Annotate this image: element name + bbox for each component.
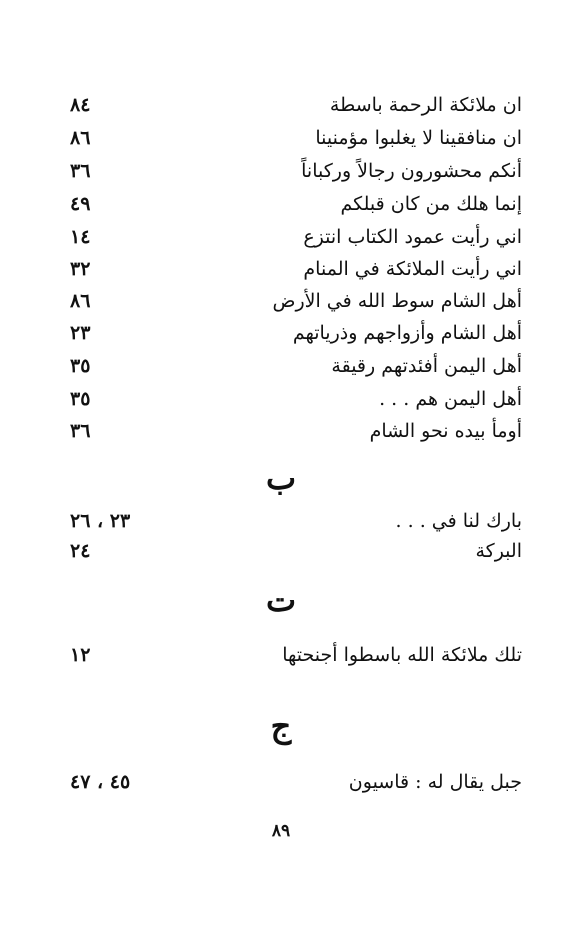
index-entry [70, 535, 522, 567]
section-letter-heading: ت [265, 581, 297, 619]
entry-pages: ٣٦ [70, 420, 91, 442]
entry-title: أهل الشام سوط الله في الأرض [272, 290, 522, 312]
index-entry [70, 317, 522, 349]
entry-title: أهل الشام وأزواجهم وذرياتهم [292, 322, 522, 344]
entry-pages: ٤٩ [70, 193, 91, 215]
entry-title: البركة [475, 540, 522, 562]
section-letter-heading: ب [265, 459, 297, 497]
index-entry [70, 188, 522, 220]
entry-pages: ٨٤ [70, 94, 91, 116]
index-entry [70, 122, 522, 154]
entry-pages: ٨٦ [70, 127, 91, 149]
entry-pages: ١٤ [70, 226, 91, 248]
entry-pages: ١٢ [70, 644, 91, 666]
index-entry [70, 155, 522, 187]
entry-pages: ٢٣ [70, 322, 91, 344]
page-number: ٨٩ [271, 821, 291, 841]
entry-pages: ٣٥ [70, 388, 91, 410]
entry-title: أنكم محشورون رجالاً وركباناً [301, 160, 522, 182]
entry-pages: ٨٦ [70, 290, 91, 312]
entry-title: اني رأيت الملائكة في المنام [303, 258, 522, 280]
index-entry [70, 639, 522, 671]
entry-pages: ٤٥ ، ٤٧ [70, 771, 131, 793]
index-entry [70, 505, 522, 537]
index-entry [70, 221, 522, 253]
index-entry [70, 766, 522, 798]
entry-pages: ٣٥ [70, 355, 91, 377]
index-entry [70, 89, 522, 121]
entry-pages: ٢٤ [70, 540, 91, 562]
index-entry [70, 253, 522, 285]
entry-title: أهل اليمن هم . . . [379, 388, 522, 410]
index-entry [70, 415, 522, 447]
entry-title: جبل يقال له : قاسيون [348, 771, 522, 793]
entry-pages: ٢٣ ، ٢٦ [70, 510, 131, 532]
entry-title: ان ملائكة الرحمة باسطة [329, 94, 522, 116]
index-entry [70, 383, 522, 415]
index-entry [70, 350, 522, 382]
section-letter-heading: ج [270, 707, 292, 745]
entry-title: تلك ملائكة الله باسطوا أجنحتها [282, 644, 522, 666]
entry-title: أهل اليمن أفئدتهم رقيقة [331, 355, 522, 377]
entry-title: بارك لنا في . . . [395, 510, 522, 532]
entry-title: إنما هلك من كان قبلكم [340, 193, 522, 215]
entry-pages: ٣٢ [70, 258, 91, 280]
entry-title: ان منافقينا لا يغلبوا مؤمنينا [315, 127, 522, 149]
index-entry [70, 285, 522, 317]
entry-title: أومأ بيده نحو الشام [369, 420, 522, 442]
entry-title: اني رأيت عمود الكتاب انتزع [303, 226, 522, 248]
entry-pages: ٣٦ [70, 160, 91, 182]
